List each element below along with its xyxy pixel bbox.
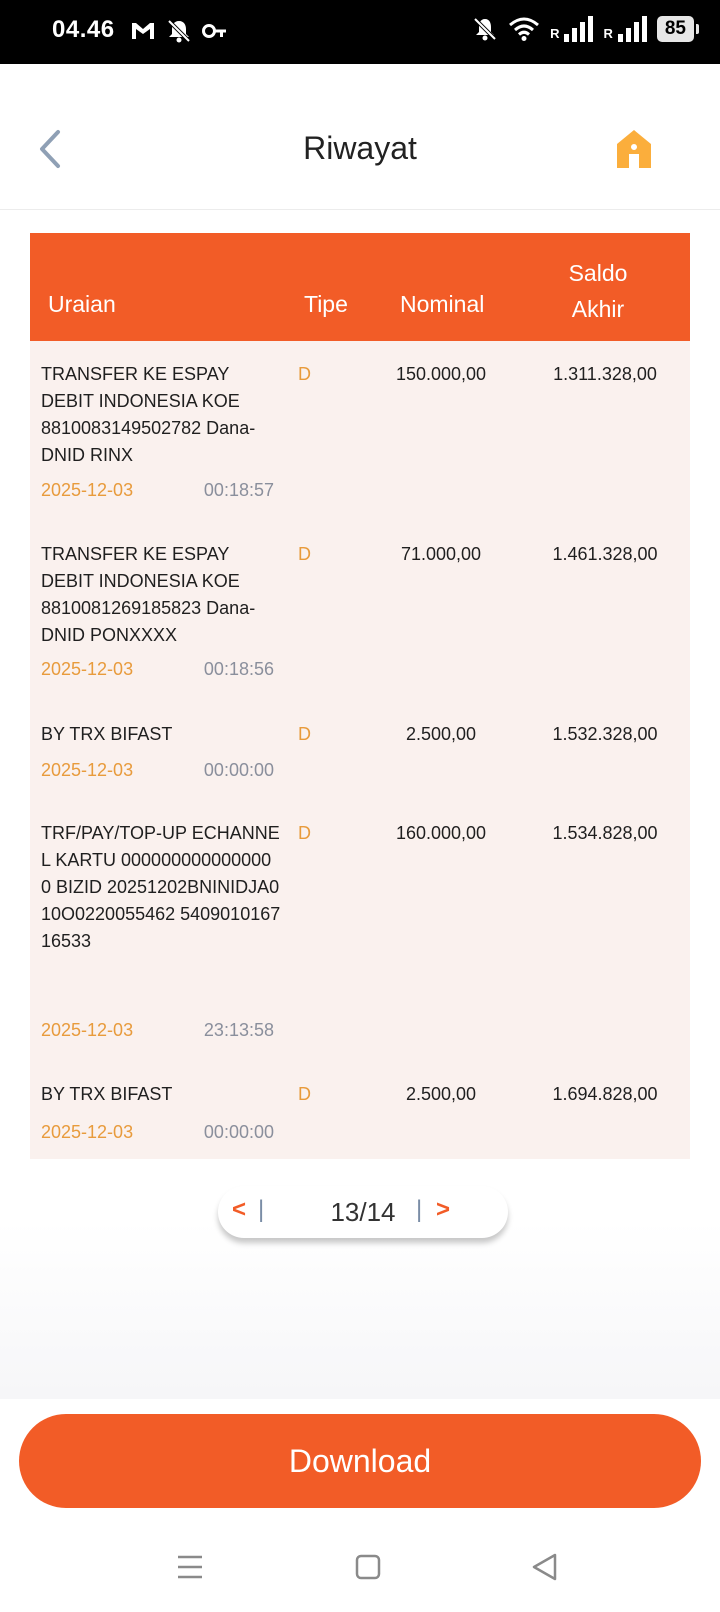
row-date: 2025-12-03	[41, 1122, 134, 1142]
row-description: BY TRX BIFAST	[41, 724, 173, 744]
download-button[interactable]: Download	[19, 1414, 701, 1508]
table-row[interactable]	[30, 800, 690, 1061]
row-description: TRF/PAY/TOP-UP ECHANNEL KARTU 0000000000000000 BIZID 20251202BNINIDJA010O0220055462 540901016716533	[41, 823, 281, 951]
pager-separator-left: |	[258, 1196, 265, 1223]
signal-roaming-label-1: R	[550, 25, 560, 41]
row-time: 23:13:58	[203, 1020, 274, 1040]
table-header	[30, 233, 690, 341]
row-amount: 2.500,00	[405, 724, 477, 744]
row-date: 2025-12-03	[41, 1020, 134, 1040]
status-right-icons	[472, 16, 694, 42]
table-row[interactable]	[30, 701, 690, 800]
row-amount: 160.000,00	[395, 823, 487, 843]
pagination	[218, 1186, 508, 1238]
signal-roaming-label-2: R	[603, 25, 613, 41]
status-bar	[0, 0, 720, 64]
home-button[interactable]	[614, 126, 654, 172]
back-nav-icon[interactable]	[530, 1552, 558, 1582]
row-date: 2025-12-03	[41, 480, 134, 500]
row-balance: 1.534.828,00	[552, 823, 658, 843]
column-header-saldo-akhir	[548, 255, 648, 327]
transaction-table	[30, 233, 690, 1159]
row-description: TRANSFER KE ESPAY DEBIT INDONESIA KOE 8810083149502782 Dana-DNID RINX	[41, 364, 256, 465]
signal-icon-1	[563, 16, 593, 42]
row-date: 2025-12-03	[41, 760, 134, 780]
pager-separator-right: |	[416, 1196, 423, 1223]
row-type: D	[298, 364, 311, 384]
row-time: 00:00:00	[203, 1122, 274, 1142]
prev-page-button[interactable]: <	[232, 1196, 247, 1223]
row-amount: 71.000,00	[400, 544, 482, 564]
row-time: 00:18:57	[203, 480, 274, 500]
gmail-icon	[130, 20, 156, 42]
row-amount: 150.000,00	[395, 364, 487, 384]
page-title: Riwayat	[303, 130, 417, 166]
row-type: D	[298, 1084, 311, 1104]
row-balance: 1.532.328,00	[552, 724, 658, 744]
row-description: BY TRX BIFAST	[41, 1084, 173, 1104]
row-type: D	[298, 544, 311, 564]
row-type: D	[298, 823, 311, 843]
row-time: 00:18:56	[203, 659, 274, 679]
app-header	[0, 64, 720, 210]
row-description: TRANSFER KE ESPAY DEBIT INDONESIA KOE 8810081269185823 Dana-DNID PONXXXX	[41, 544, 256, 645]
page-indicator: 13/14	[330, 1197, 396, 1227]
column-header-tipe: Tipe	[304, 291, 348, 317]
battery-indicator: 85	[657, 16, 694, 42]
table-row[interactable]	[30, 1061, 690, 1159]
row-type: D	[298, 724, 311, 744]
next-page-button[interactable]: >	[436, 1196, 451, 1223]
status-left-icons	[130, 19, 228, 43]
home-icon	[614, 126, 654, 172]
row-time: 00:00:00	[203, 760, 274, 780]
table-body	[30, 341, 690, 1159]
notification-off-icon	[166, 19, 192, 43]
row-date: 2025-12-03	[41, 659, 134, 679]
table-row[interactable]	[30, 521, 690, 701]
status-time: 04.46	[52, 16, 115, 43]
column-header-saldo-line2: Akhir	[571, 296, 625, 322]
row-amount: 2.500,00	[405, 1084, 477, 1104]
column-header-nominal: Nominal	[400, 291, 485, 317]
column-header-uraian: Uraian	[48, 291, 116, 317]
home-nav-icon[interactable]	[355, 1554, 381, 1580]
silent-mode-icon	[472, 16, 498, 42]
row-balance: 1.461.328,00	[552, 544, 658, 564]
table-row[interactable]	[30, 341, 690, 521]
vpn-key-icon	[202, 21, 228, 41]
column-header-saldo-line1: Saldo	[568, 260, 628, 286]
recent-apps-icon[interactable]	[176, 1554, 204, 1580]
wifi-icon	[508, 16, 540, 42]
signal-icon-2	[617, 16, 647, 42]
row-balance: 1.311.328,00	[553, 364, 657, 384]
row-balance: 1.694.828,00	[552, 1084, 658, 1104]
system-navigation-bar	[0, 1530, 720, 1612]
